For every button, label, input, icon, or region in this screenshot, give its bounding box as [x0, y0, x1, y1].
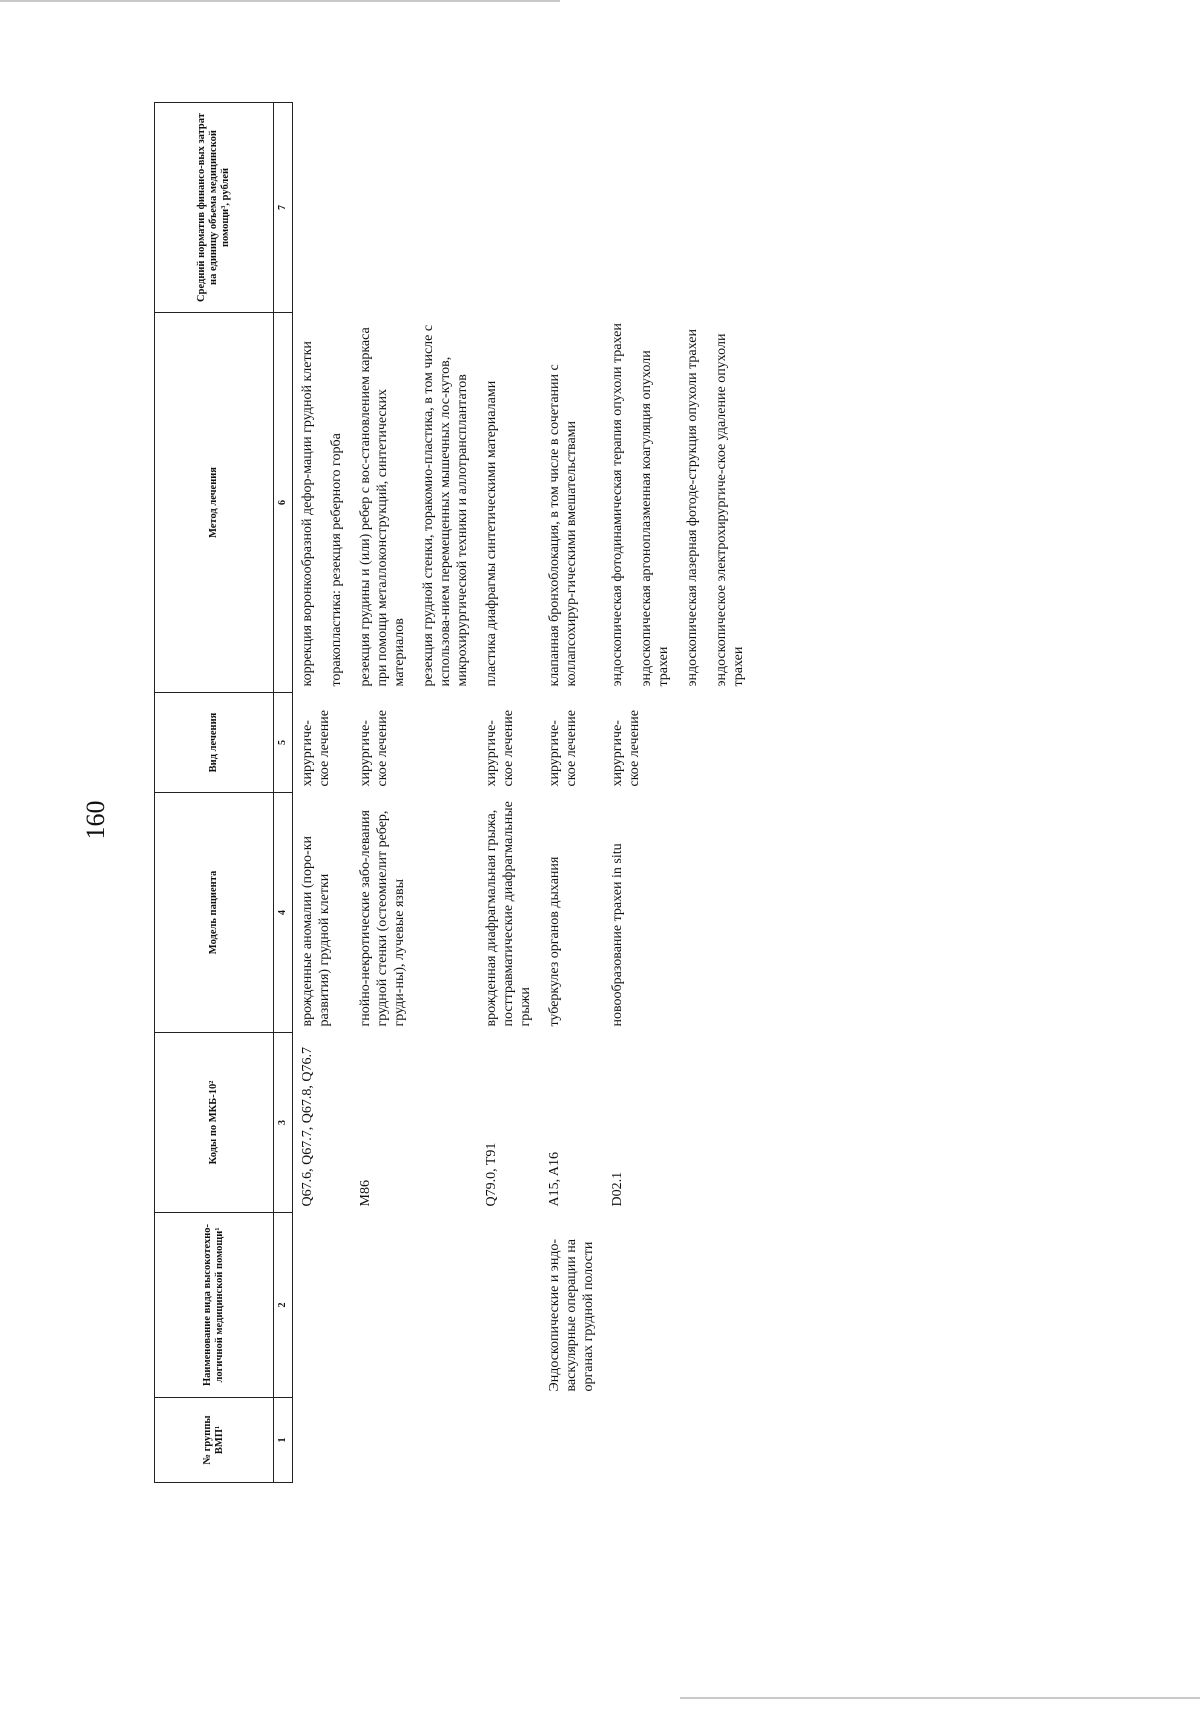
cell-cost	[597, 103, 747, 313]
table-row	[345, 103, 471, 1483]
scan-edge-top	[0, 0, 560, 2]
cell-treatment-type-text: хирургиче-ское лечение	[610, 710, 642, 787]
header-treatment-method: Метод лечения	[155, 313, 274, 693]
vmp-table	[154, 102, 747, 1483]
cell-treatment-type	[345, 693, 471, 793]
cell-name	[597, 1213, 747, 1398]
cell-treatment-type-text: хирургиче-ское лечение	[358, 710, 390, 787]
table-row	[597, 103, 747, 1483]
cell-codes	[597, 1033, 747, 1213]
cell-treatment-type	[471, 693, 534, 793]
cell-codes-text: A15, A16	[547, 1152, 562, 1207]
column-number: 2	[274, 1213, 293, 1398]
cell-patient-model	[534, 793, 597, 1033]
cell-codes	[534, 1033, 597, 1213]
cell-patient-model	[345, 793, 471, 1033]
cell-treatment-type	[597, 693, 747, 793]
method-item: резекция грудной стенки, торакомио-пластика, в том числе с использова-нием перемещенных мышечных лос-кутов, микрохирургической техники и аллотрансплантатов	[421, 324, 470, 687]
method-item: пластика диафрагмы синтетическими материалами	[484, 380, 499, 687]
cell-codes	[345, 1033, 471, 1213]
cell-methods	[345, 313, 471, 693]
cell-codes-text: Q79.0, T91	[484, 1142, 499, 1207]
cell-group	[534, 1398, 597, 1483]
cell-treatment-type-text: хирургиче-ское лечение	[547, 710, 579, 787]
cell-group	[345, 1398, 471, 1483]
scan-edge-bottom	[680, 1697, 1200, 1699]
cell-patient-model-text: врожденная диафрагмальная грыжа, посттравматические диафрагмальные грыжи	[484, 801, 533, 1027]
cell-cost	[293, 103, 346, 313]
header-group-number: № группы ВМП¹	[155, 1398, 274, 1483]
cell-treatment-type-text: хирургиче-ское лечение	[484, 710, 516, 787]
header-icd-codes: Коды по МКБ-10²	[155, 1033, 274, 1213]
cell-codes-text: M86	[358, 1180, 373, 1207]
cell-treatment-type-text: хирургиче-ское лечение	[300, 710, 332, 787]
column-number: 4	[274, 793, 293, 1033]
cell-patient-model-text: врожденные аномалии (поро-ки развития) грудной клетки	[300, 836, 332, 1027]
cell-methods	[471, 313, 534, 693]
method-item: клапанная бронхоблокация, в том числе в сочетании с коллапсохирур-гическими вмешательствами	[547, 364, 579, 687]
table-row	[471, 103, 534, 1483]
method-item: торакопластика: резекция реберного горба	[329, 433, 344, 687]
method-item: эндоскопическая аргоноплазменная коагуляция опухоли трахеи	[639, 350, 671, 687]
column-number: 7	[274, 103, 293, 313]
table-row	[534, 103, 597, 1483]
cell-patient-model-text: новообразование трахеи in situ	[610, 843, 625, 1027]
header-patient-model: Модель пациента	[155, 793, 274, 1033]
cell-patient-model	[471, 793, 534, 1033]
cell-patient-model-text: туберкулез органов дыхания	[547, 856, 562, 1027]
column-number: 6	[274, 313, 293, 693]
table-column-number-row	[274, 103, 293, 1483]
cell-codes	[471, 1033, 534, 1213]
cell-cost	[534, 103, 597, 313]
column-number: 1	[274, 1398, 293, 1483]
cell-group	[471, 1398, 534, 1483]
cell-codes-text: Q67.6, Q67.7, Q67.8, Q76.7	[300, 1047, 315, 1207]
rotated-table-container	[154, 103, 1200, 1483]
cell-name	[471, 1213, 534, 1398]
cell-methods	[534, 313, 597, 693]
cell-name	[293, 1213, 346, 1398]
cell-methods	[293, 313, 346, 693]
page-number: 160	[81, 800, 110, 840]
column-number: 3	[274, 1033, 293, 1213]
cell-methods	[597, 313, 747, 693]
cell-patient-model	[597, 793, 747, 1033]
header-cost-norm: Средний норматив финансо-вых затрат на единицу объема медицинской помощи³, рублей	[155, 103, 274, 313]
table-header-row	[155, 103, 274, 1483]
table-row	[293, 103, 346, 1483]
method-item: резекция грудины и (или) ребер с вос-становлением каркаса при помощи металлоконструкций, синтетических материалов	[358, 327, 407, 687]
cell-name	[534, 1213, 597, 1398]
method-item: эндоскопическая фотодинамическая терапия опухоли трахеи	[610, 323, 625, 687]
cell-group	[597, 1398, 747, 1483]
header-treatment-type: Вид лечения	[155, 693, 274, 793]
cell-treatment-type	[293, 693, 346, 793]
method-item: коррекция воронкообразной дефор-мации грудной клетки	[300, 341, 315, 687]
cell-cost	[471, 103, 534, 313]
cell-name-text: Эндоскопические и эндо-васкулярные операции на органах грудной полости	[547, 1238, 596, 1392]
cell-patient-model-text: гнойно-некротические забо-левания грудной стенки (остеомиелит ребер, груди-ны), лучевые язвы	[358, 810, 407, 1027]
cell-name	[345, 1213, 471, 1398]
column-number: 5	[274, 693, 293, 793]
cell-patient-model	[293, 793, 346, 1033]
method-item: эндоскопическая лазерная фотоде-струкция опухоли трахеи	[685, 329, 700, 687]
method-item: эндоскопическое электрохирургиче-ское удаление опухоли трахеи	[714, 333, 746, 687]
cell-codes-text: D02.1	[610, 1171, 625, 1207]
cell-cost	[345, 103, 471, 313]
cell-codes	[293, 1033, 346, 1213]
cell-group	[293, 1398, 346, 1483]
header-vmp-name: Наименование вида высокотехно-логичной медицинской помощи¹	[155, 1213, 274, 1398]
cell-treatment-type	[534, 693, 597, 793]
